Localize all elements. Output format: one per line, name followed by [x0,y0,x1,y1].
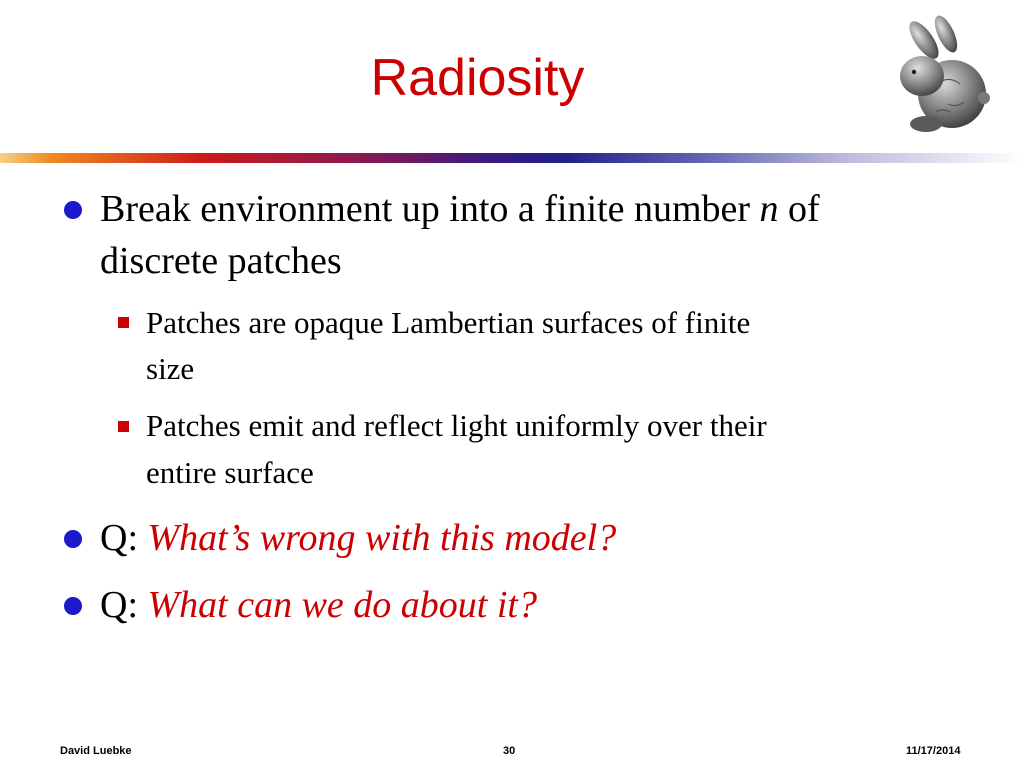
sub-bullet-text: Patches are opaque Lambertian surfaces of finite [146,305,751,340]
bullet-text [100,184,1000,234]
question-text: What can we do about it? [147,584,537,626]
question-text: What’s wrong with this model? [147,517,617,559]
bullet-dot [64,201,82,219]
question-prefix: Q: [100,584,148,626]
sub-bullet-text-continuation: size [146,351,195,386]
footer-author: David Luebke [60,745,132,757]
question-line [100,580,537,630]
sub-bullet-text: Patches emit and reflect light uniformly over their [146,408,767,443]
bullet-text-continuation: discrete patches [100,240,342,282]
bullet-text-part: of [778,188,820,230]
bullet-dot [64,597,82,615]
footer-date: 11/17/2014 [906,745,961,757]
stanford-bunny-icon [890,12,990,140]
question-line [100,513,616,563]
title-divider [0,153,1024,163]
sub-bullet-square [118,317,129,328]
bullet-text-part: Break environment up into a finite number [100,188,760,230]
bullet-dot [64,530,82,548]
slide-title: Radiosity [370,49,585,107]
sub-bullet-square [118,421,129,432]
question-prefix: Q: [100,517,148,559]
sub-bullet-text-continuation: entire surface [146,455,314,490]
variable-n: n [759,188,779,230]
footer-page-number: 30 [503,745,516,757]
